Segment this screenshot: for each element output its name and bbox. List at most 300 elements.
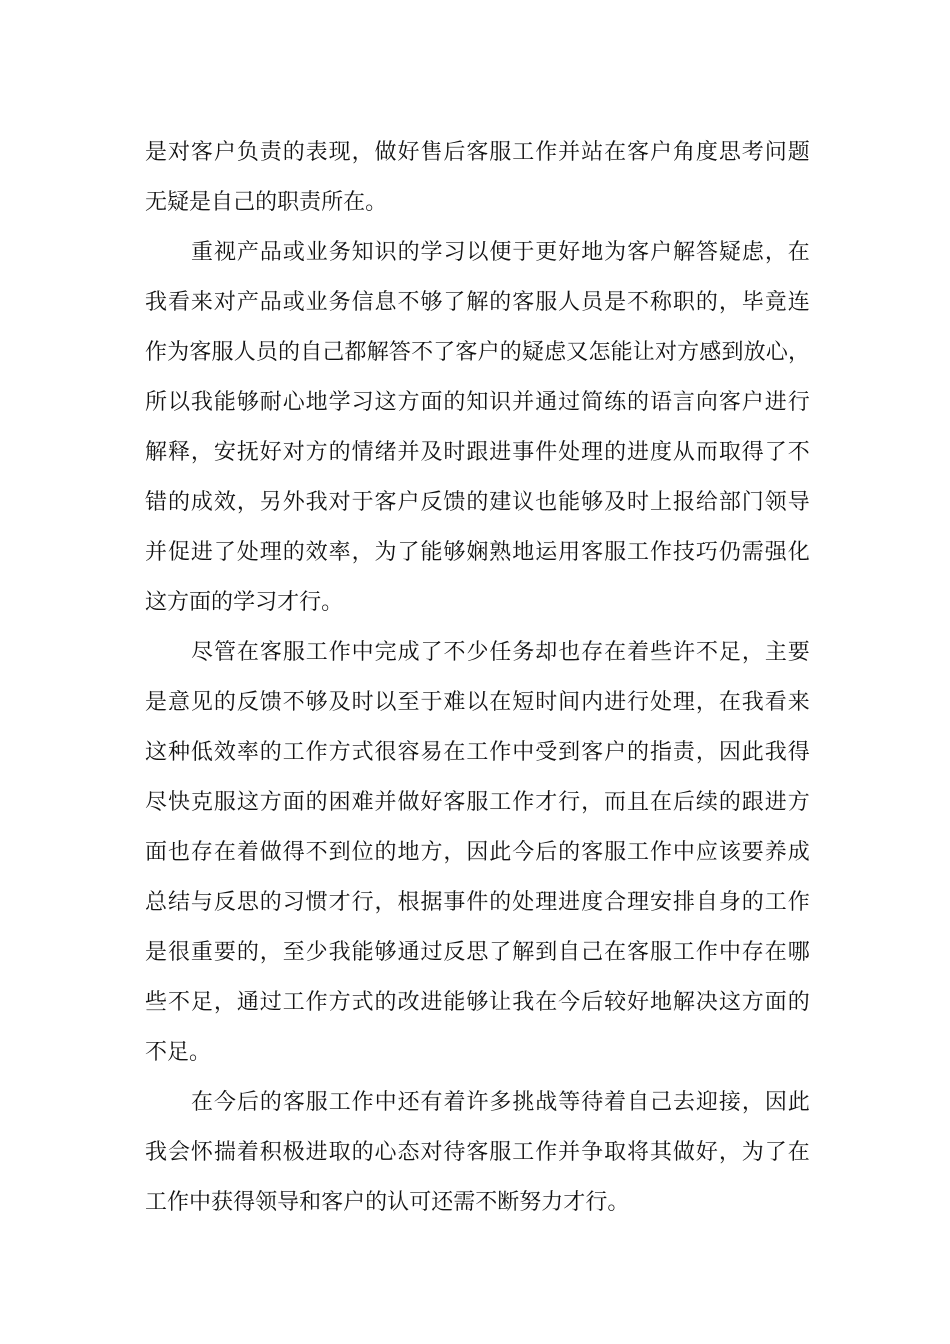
text-char: 疑 — [167, 190, 190, 215]
text-char: 快 — [167, 790, 190, 815]
text-char: 己 — [650, 1090, 673, 1115]
text-char: 从 — [672, 440, 695, 465]
text-char: 待 — [581, 1090, 604, 1115]
text-char: 的 — [259, 740, 282, 765]
text-char: 另 — [259, 490, 282, 515]
text-char: 件 — [535, 440, 558, 465]
text-char: 需 — [741, 540, 764, 565]
text-char: 服 — [489, 140, 512, 165]
text-char: 将 — [627, 1140, 650, 1165]
text-char: 够 — [581, 490, 604, 515]
text-char: 度 — [649, 440, 672, 465]
text-line — [145, 178, 810, 228]
text-char: 馈 — [443, 490, 466, 515]
text-char: 客 — [718, 390, 741, 415]
text-char: 中 — [672, 840, 695, 865]
text-char: 许 — [673, 640, 696, 665]
text-char: 怀 — [190, 1140, 213, 1165]
text-char: 产 — [236, 290, 259, 315]
text-char: 时 — [351, 690, 374, 715]
text-char: 的 — [787, 990, 810, 1015]
text-char: 通 — [236, 990, 259, 1015]
text-char: 服 — [213, 790, 236, 815]
text-char: 的 — [211, 590, 234, 615]
text-line — [145, 278, 810, 328]
text-char: 知 — [466, 390, 489, 415]
text-char: 解 — [512, 940, 535, 965]
text-char: 安 — [213, 440, 236, 465]
text-char: 任 — [489, 640, 512, 665]
text-char: 此 — [741, 740, 764, 765]
text-line — [145, 228, 810, 278]
text-char: 在 — [787, 240, 810, 265]
text-char: 时 — [535, 690, 558, 715]
document-body — [145, 128, 810, 1228]
text-char: 在 — [236, 640, 259, 665]
text-char: 到 — [328, 840, 351, 865]
text-char: 进 — [627, 440, 650, 465]
text-char: 主 — [764, 640, 787, 665]
text-char: 客 — [321, 1190, 344, 1215]
text-line — [145, 728, 810, 778]
text-char: 并 — [374, 790, 397, 815]
text-char: 过 — [420, 940, 443, 965]
text-char: 己 — [322, 340, 345, 365]
text-char: 我 — [145, 1140, 168, 1165]
text-char: 所 — [321, 190, 344, 215]
text-char: 自 — [695, 890, 718, 915]
text-char: 处 — [512, 890, 535, 915]
text-char: 。 — [607, 1190, 630, 1215]
text-char: 运 — [535, 540, 558, 565]
text-line — [145, 428, 810, 478]
text-char: 过 — [558, 390, 581, 415]
text-char: 获 — [211, 1190, 234, 1215]
text-char: 挑 — [512, 1090, 535, 1115]
text-line — [145, 878, 810, 928]
text-char: 并 — [397, 440, 420, 465]
text-char: 是 — [189, 190, 212, 215]
text-char: 务 — [328, 290, 351, 315]
text-char: 无 — [145, 190, 168, 215]
text-char: 己 — [233, 190, 256, 215]
text-char: 够 — [420, 290, 443, 315]
text-char: 知 — [351, 240, 374, 265]
text-char: 排 — [672, 890, 695, 915]
text-char: ， — [695, 740, 718, 765]
text-char: 行 — [787, 390, 810, 415]
text-char: 内 — [581, 690, 604, 715]
text-char: 户 — [650, 240, 673, 265]
text-char: 学 — [328, 390, 351, 415]
text-char: 感 — [699, 340, 722, 365]
text-char: 完 — [374, 640, 397, 665]
text-char: 在 — [191, 1090, 214, 1115]
text-char: 强 — [764, 540, 787, 565]
text-char: 位 — [351, 840, 374, 865]
text-char: 断 — [497, 1190, 520, 1215]
text-char: 续 — [695, 790, 718, 815]
text-char: 揣 — [213, 1140, 236, 1165]
text-char: 合 — [604, 890, 627, 915]
text-char: 工 — [466, 740, 489, 765]
text-char: 仍 — [718, 540, 741, 565]
text-char: 所 — [145, 390, 168, 415]
text-char: 工 — [145, 1190, 168, 1215]
text-char: 习 — [351, 390, 374, 415]
text-char: 容 — [397, 740, 420, 765]
text-char: 作 — [145, 340, 168, 365]
text-char: 难 — [443, 690, 466, 715]
text-char: 了 — [420, 640, 443, 665]
text-char: 角 — [672, 140, 695, 165]
text-char: 的 — [374, 840, 397, 865]
text-char: 工 — [282, 740, 305, 765]
text-char: 不 — [695, 640, 718, 665]
text-char: 服 — [305, 1090, 328, 1115]
text-char: 很 — [374, 740, 397, 765]
text-char: 方 — [787, 790, 810, 815]
text-char: 工 — [627, 840, 650, 865]
text-char: 得 — [741, 440, 764, 465]
text-char: 方 — [167, 590, 190, 615]
text-char: 我 — [328, 940, 351, 965]
text-char: 要 — [741, 840, 764, 865]
text-char: 行 — [351, 890, 374, 915]
text-char: 户 — [604, 740, 627, 765]
text-char: ， — [236, 490, 259, 515]
text-char: 理 — [581, 440, 604, 465]
text-char: 导 — [277, 1190, 300, 1215]
text-char: 率 — [328, 540, 351, 565]
text-char: 的 — [259, 890, 282, 915]
text-char: 工 — [305, 640, 328, 665]
text-char: 取 — [718, 440, 741, 465]
text-char: 错 — [145, 490, 168, 515]
text-char: 还 — [397, 1090, 420, 1115]
text-char: 的 — [499, 340, 522, 365]
text-char: 报 — [672, 490, 695, 515]
text-char: 都 — [344, 340, 367, 365]
text-char: 且 — [627, 790, 650, 815]
text-char: 耐 — [259, 390, 282, 415]
text-char: 的 — [397, 240, 420, 265]
text-char: 自 — [211, 190, 234, 215]
text-char: 着 — [443, 1090, 466, 1115]
text-char: 。 — [365, 190, 388, 215]
text-char: 己 — [581, 940, 604, 965]
text-char: 以 — [466, 240, 489, 265]
text-char: 还 — [431, 1190, 454, 1215]
text-char: 这 — [145, 740, 168, 765]
text-char: 现 — [328, 140, 351, 165]
text-char: 在 — [604, 940, 627, 965]
text-char: 此 — [787, 1090, 810, 1115]
text-char: 能 — [420, 540, 443, 565]
text-char: 绪 — [374, 440, 397, 465]
text-char: 去 — [673, 1090, 696, 1115]
text-char: 方 — [420, 840, 443, 865]
text-char: 间 — [558, 690, 581, 715]
text-char: 识 — [374, 240, 397, 265]
text-char: 以 — [466, 690, 489, 715]
text-char: 反 — [420, 490, 443, 515]
text-char: 较 — [604, 990, 627, 1015]
text-char: 不 — [443, 640, 466, 665]
text-char: 结 — [167, 890, 190, 915]
text-char: 于 — [351, 490, 374, 515]
text-char: 应 — [695, 840, 718, 865]
text-char: 得 — [233, 1190, 256, 1215]
text-char: 态 — [397, 1140, 420, 1165]
text-char: 户 — [741, 390, 764, 415]
text-char: 及 — [328, 690, 351, 715]
text-char: 处 — [558, 440, 581, 465]
text-char: 存 — [190, 840, 213, 865]
text-char: 重 — [191, 240, 214, 265]
text-char: 面 — [145, 840, 168, 865]
text-char: 在 — [343, 190, 366, 215]
text-char: 总 — [145, 890, 168, 915]
text-char: 方 — [741, 990, 764, 1015]
text-char: 方 — [328, 740, 351, 765]
text-char: 的 — [604, 440, 627, 465]
text-char: 此 — [489, 840, 512, 865]
text-char: 努 — [519, 1190, 542, 1215]
text-char: 并 — [512, 390, 535, 415]
text-char: 的 — [718, 790, 741, 815]
text-char: 度 — [695, 140, 718, 165]
text-char: 以 — [167, 390, 190, 415]
text-char: 的 — [558, 840, 581, 865]
text-char: 服 — [211, 340, 234, 365]
text-char: 足 — [167, 1040, 190, 1065]
text-char: 及 — [604, 490, 627, 515]
text-char: 语 — [649, 390, 672, 415]
text-char: 存 — [741, 940, 764, 965]
text-char: 工 — [764, 890, 787, 915]
text-char: 惯 — [305, 890, 328, 915]
text-char: 作 — [535, 1140, 558, 1165]
text-char: 习 — [255, 590, 278, 615]
text-char: ， — [741, 640, 764, 665]
text-char: 难 — [351, 790, 374, 815]
text-char: 议 — [512, 490, 535, 515]
text-char: 是 — [145, 940, 168, 965]
text-char: 服 — [282, 640, 305, 665]
text-char: 的 — [695, 290, 718, 315]
text-char: 好 — [695, 1140, 718, 1165]
text-char: 作 — [305, 990, 328, 1015]
text-char: 的 — [489, 290, 512, 315]
text-char: 我 — [145, 290, 168, 315]
text-char: 客 — [190, 140, 213, 165]
text-char: 改 — [397, 990, 420, 1015]
text-char: 克 — [190, 790, 213, 815]
text-char: 效 — [213, 490, 236, 515]
text-char: 理 — [672, 690, 695, 715]
text-char: 面 — [189, 590, 212, 615]
text-char: 不 — [145, 1040, 168, 1065]
text-line — [145, 778, 810, 828]
text-char: 接 — [718, 1090, 741, 1115]
text-char: 许 — [466, 1090, 489, 1115]
text-char: 客 — [259, 640, 282, 665]
text-char: 理 — [259, 540, 282, 565]
text-char: 至 — [397, 690, 420, 715]
text-char: 服 — [489, 1140, 512, 1165]
text-char: 够 — [443, 540, 466, 565]
text-char: 不 — [397, 290, 420, 315]
text-char: 才 — [563, 1190, 586, 1215]
text-char: 效 — [305, 540, 328, 565]
text-char: 考 — [741, 140, 764, 165]
text-char: 站 — [581, 140, 604, 165]
text-char: 的 — [741, 890, 764, 915]
text-char: 作 — [167, 1190, 190, 1215]
text-char: 职 — [277, 190, 300, 215]
text-char: 建 — [489, 490, 512, 515]
text-char: 的 — [278, 340, 301, 365]
text-char: 认 — [387, 1190, 410, 1215]
text-char: 连 — [787, 290, 810, 315]
text-char: 进 — [604, 690, 627, 715]
text-char: 反 — [213, 890, 236, 915]
text-char: 作 — [535, 140, 558, 165]
text-char: 不 — [475, 1190, 498, 1215]
text-char: 客 — [627, 140, 650, 165]
text-char: 作 — [489, 740, 512, 765]
text-char: 地 — [397, 840, 420, 865]
text-char: 言 — [672, 390, 695, 415]
text-char: 客 — [627, 240, 650, 265]
text-char: 行 — [299, 590, 322, 615]
text-char: 客 — [466, 140, 489, 165]
text-char: 毕 — [741, 290, 764, 315]
text-char: 后 — [672, 790, 695, 815]
text-char: 简 — [581, 390, 604, 415]
text-char: 够 — [305, 690, 328, 715]
text-line — [145, 678, 810, 728]
text-char: 做 — [374, 140, 397, 165]
text-char: 尽 — [191, 640, 214, 665]
text-char: 服 — [604, 540, 627, 565]
text-char: 为 — [374, 540, 397, 565]
text-char: 取 — [604, 1140, 627, 1165]
text-char: 为 — [167, 340, 190, 365]
text-char: 地 — [581, 240, 604, 265]
text-char: 我 — [190, 390, 213, 415]
text-char: 向 — [695, 390, 718, 415]
text-char: 因 — [466, 840, 489, 865]
text-char: 见 — [190, 690, 213, 715]
text-char: 方 — [677, 340, 700, 365]
text-char: 着 — [627, 640, 650, 665]
text-char: 看 — [764, 690, 787, 715]
text-char: 指 — [649, 740, 672, 765]
text-char: 短 — [512, 690, 535, 715]
text-line — [145, 578, 810, 628]
text-char: 方 — [328, 990, 351, 1015]
text-char: 效 — [213, 740, 236, 765]
text-char: 成 — [397, 640, 420, 665]
text-char: 化 — [787, 540, 810, 565]
text-char: 思 — [718, 140, 741, 165]
text-char: 今 — [512, 840, 535, 865]
text-char: 做 — [259, 840, 282, 865]
text-char: 的 — [328, 440, 351, 465]
text-char: 进 — [489, 440, 512, 465]
text-char: 以 — [374, 690, 397, 715]
text-char: 客 — [512, 290, 535, 315]
text-char: 自 — [627, 1090, 650, 1115]
text-char: 题 — [787, 140, 810, 165]
text-char: 足 — [190, 990, 213, 1015]
text-char: ， — [741, 1090, 764, 1115]
text-char: 门 — [741, 490, 764, 515]
text-char: 为 — [741, 1140, 764, 1165]
text-line — [145, 978, 810, 1028]
text-char: 多 — [489, 1090, 512, 1115]
text-char: 作 — [351, 1090, 374, 1115]
text-char: 怎 — [588, 340, 611, 365]
text-char: 迎 — [695, 1090, 718, 1115]
text-char: 够 — [466, 990, 489, 1015]
text-char: 服 — [535, 290, 558, 315]
text-char: 战 — [535, 1090, 558, 1115]
text-char: 或 — [282, 290, 305, 315]
text-char: 员 — [581, 290, 604, 315]
text-char: 是 — [145, 140, 168, 165]
text-char: 得 — [282, 840, 305, 865]
text-char: 着 — [604, 1090, 627, 1115]
text-char: 尽 — [145, 790, 168, 815]
text-char: 来 — [787, 690, 810, 715]
text-char: ， — [351, 540, 374, 565]
text-char: 好 — [420, 790, 443, 815]
text-char: 才 — [535, 790, 558, 815]
text-char: 或 — [282, 240, 305, 265]
text-char: 产 — [236, 240, 259, 265]
text-char: 业 — [305, 290, 328, 315]
text-char: 行 — [558, 790, 581, 815]
text-char: 称 — [649, 290, 672, 315]
text-char: 责 — [259, 140, 282, 165]
text-char: 并 — [558, 140, 581, 165]
text-char: 要 — [787, 640, 810, 665]
text-char: 熟 — [489, 540, 512, 565]
text-char: 馈 — [259, 690, 282, 715]
text-char: 答 — [388, 340, 411, 365]
text-char: 中 — [189, 1190, 212, 1215]
text-char: 的 — [374, 990, 397, 1015]
text-char: 易 — [420, 740, 443, 765]
text-char: 让 — [632, 340, 655, 365]
text-char: 好 — [558, 240, 581, 265]
text-char: 地 — [649, 990, 672, 1015]
text-line — [145, 1128, 810, 1178]
text-char: 到 — [535, 940, 558, 965]
text-char: 可 — [409, 1190, 432, 1215]
text-char: 身 — [718, 890, 741, 915]
text-char: 些 — [145, 990, 168, 1015]
text-char: 信 — [351, 290, 374, 315]
text-char: 中 — [512, 740, 535, 765]
text-char: 客 — [627, 940, 650, 965]
text-char: 管 — [213, 640, 236, 665]
text-char: 户 — [343, 1190, 366, 1215]
text-char: 的 — [255, 190, 278, 215]
